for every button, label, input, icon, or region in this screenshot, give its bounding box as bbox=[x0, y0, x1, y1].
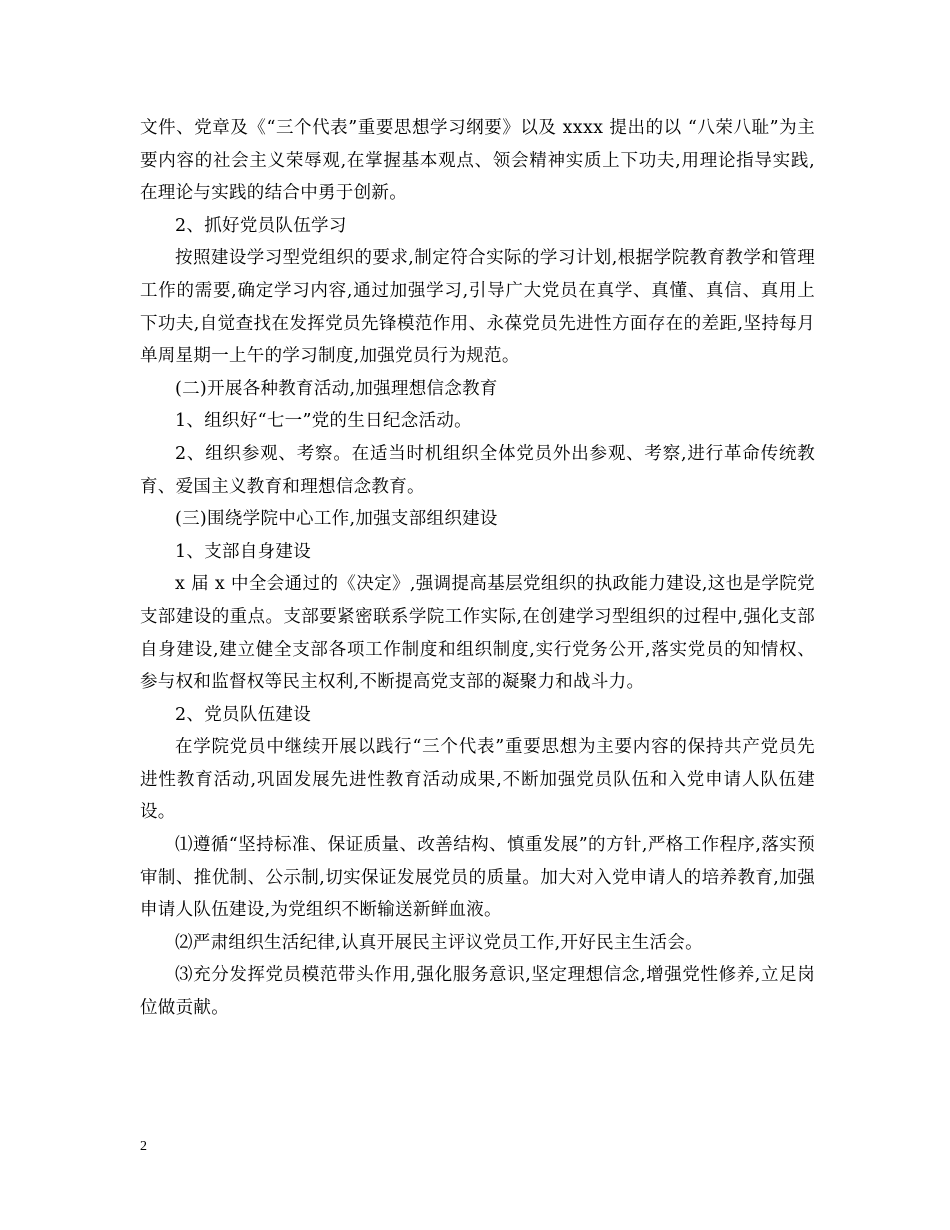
paragraph: 2、组织参观、考察。在适当时机组织全体党员外出参观、考察,进行革命传统教育、爱国主义教育和理想信念教育。 bbox=[140, 443, 815, 497]
document-body bbox=[140, 112, 815, 1025]
paragraph: 文件、党章及《“三个代表”重要思想学习纲要》以及 xxxx 提出的以 “八荣八耻”为主要内容的社会主义荣辱观,在掌握基本观点、领会精神实质上下功夫,用理论指导实践,在理论与实践的结合中勇于创新。 bbox=[140, 118, 815, 204]
paragraph: 按照建设学习型党组织的要求,制定符合实际的学习计划,根据学院教育教学和管理工作的需要,确定学习内容,通过加强学习,引导广大党员在真学、真懂、真信、真用上下功夫,自觉查找在发挥党员先锋模范作用、永葆党员先进性方面存在的差距,坚持每月单周星期一上午的学习制度,加强党员行为规范。 bbox=[140, 248, 815, 367]
section-heading: (二)开展各种教育活动,加强理想信念教育 bbox=[175, 378, 498, 399]
list-item: ⑴遵循“坚持标准、保证质量、改善结构、慎重发展”的方针,严格工作程序,落实预审制、推优制、公示制,切实保证发展党员的质量。加大对入党申请人的培养教育,加强申请人队伍建设,为党组织不断输送新鲜血液。 bbox=[140, 835, 815, 921]
section-heading: (三)围绕学院中心工作,加强支部组织建设 bbox=[175, 509, 498, 530]
section-heading: 1、支部自身建设 bbox=[175, 541, 312, 562]
list-item: ⑵严肃组织生活纪律,认真开展民主评议党员工作,开好民主生活会。 bbox=[175, 932, 703, 953]
list-item: ⑶充分发挥党员模范带头作用,强化服务意识,坚定理想信念,增强党性修养,立足岗位做贡献。 bbox=[140, 965, 815, 1019]
section-heading: 2、党员队伍建设 bbox=[175, 704, 312, 725]
section-heading: 1、组织好“七一”党的生日纪念活动。 bbox=[175, 411, 472, 432]
paragraph: 在学院党员中继续开展以践行“三个代表”重要思想为主要内容的保持共产党员先进性教育活动,巩固发展先进性教育活动成果,不断加强党员队伍和入党申请人队伍建设。 bbox=[140, 737, 815, 823]
section-heading: 2、抓好党员队伍学习 bbox=[175, 215, 347, 236]
page-number: 2 bbox=[140, 1139, 147, 1154]
paragraph: x 届 x 中全会通过的《决定》,强调提高基层党组织的执政能力建设,这也是学院党支部建设的重点。支部要紧密联系学院工作实际,在创建学习型组织的过程中,强化支部自身建设,建立健全支部各项工作制度和组织制度,实行党务公开,落实党员的知情权、参与权和监督权等民主权利,不断提高党支部的凝聚力和战斗力。 bbox=[140, 574, 815, 693]
